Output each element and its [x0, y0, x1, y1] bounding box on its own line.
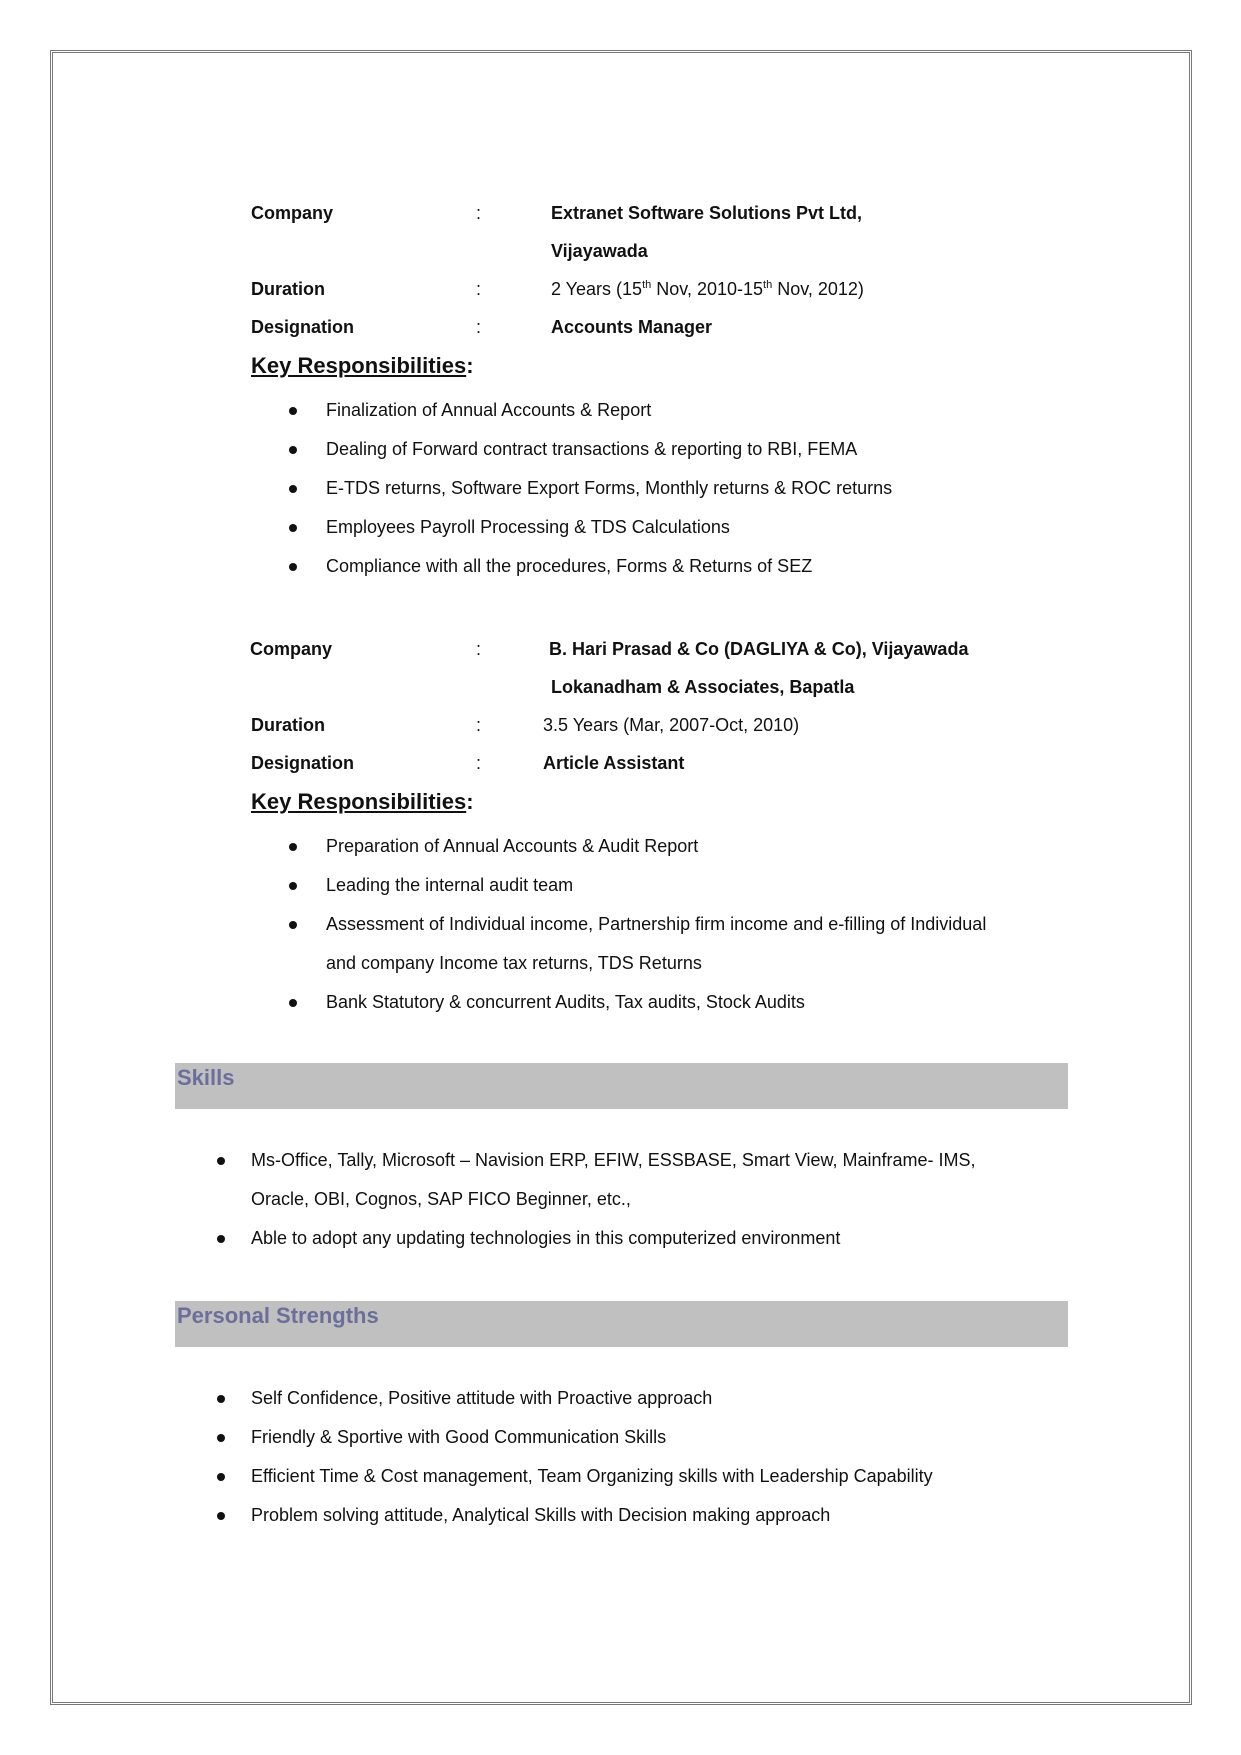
- list-item-text: and company Income tax returns, TDS Returns: [326, 953, 702, 973]
- list-item-text: Ms-Office, Tally, Microsoft – Navision ERP, EFIW, ESSBASE, Smart View, Mainframe- IMS,: [251, 1150, 976, 1170]
- job1-duration-label: Duration: [251, 279, 325, 299]
- job1-designation-label: Designation: [251, 317, 355, 337]
- list-item-text: Leading the internal audit team: [326, 875, 574, 895]
- bullet-icon: [217, 1434, 225, 1442]
- job1-company-name: Extranet Software Solutions Pvt Ltd,: [551, 203, 863, 223]
- list-item-text: Assessment of Individual income, Partnership firm income and e-filling of Individual: [326, 914, 987, 934]
- job1-duration: [551, 278, 864, 300]
- strengths-list: [251, 1379, 1071, 1535]
- list-item-text: Problem solving attitude, Analytical Skills with Decision making approach: [251, 1505, 831, 1525]
- bullet-icon: [289, 843, 297, 851]
- list-item-text: Employees Payroll Processing & TDS Calculations: [326, 517, 730, 537]
- job1-kr-colon: :: [466, 353, 474, 378]
- list-item: [326, 469, 1086, 508]
- list-item: [326, 508, 1086, 547]
- list-item: [326, 430, 1086, 469]
- job2-designation: Article Assistant: [543, 753, 685, 773]
- bullet-icon: [217, 1473, 225, 1481]
- bullet-icon: [289, 446, 297, 454]
- job1-kr-title: Key Responsibilities: [251, 353, 467, 378]
- bullet-icon: [217, 1235, 225, 1243]
- list-item: [326, 391, 1086, 430]
- job1-duration-part: Nov, 2010-15: [651, 279, 764, 299]
- list-item: [251, 1418, 1071, 1457]
- list-item: [251, 1141, 1071, 1180]
- job2-company-associate: Lokanadham & Associates, Bapatla: [551, 677, 855, 697]
- job1-responsibilities-list: [326, 391, 1086, 586]
- list-item-text: Compliance with all the procedures, Forms & Returns of SEZ: [326, 556, 813, 576]
- list-item: [326, 827, 1126, 866]
- bullet-icon: [289, 563, 297, 571]
- list-item-continuation: [326, 944, 1126, 983]
- list-item-text: Able to adopt any updating technologies in this computerized environment: [251, 1228, 841, 1248]
- skills-list: [251, 1141, 1071, 1258]
- list-item: [251, 1379, 1071, 1418]
- skills-heading: Skills: [177, 1065, 235, 1090]
- job1-company-city: Vijayawada: [551, 241, 648, 261]
- job2-designation-label: Designation: [251, 753, 355, 773]
- job2-designation-colon: :: [476, 753, 482, 773]
- bullet-icon: [289, 882, 297, 890]
- list-item-text: Dealing of Forward contract transactions & reporting to RBI, FEMA: [326, 439, 858, 459]
- skills-section-header: [175, 1063, 1068, 1109]
- list-item-text: Friendly & Sportive with Good Communication Skills: [251, 1427, 667, 1447]
- job2-company-label: Company: [250, 639, 333, 659]
- job1-designation: Accounts Manager: [551, 317, 713, 337]
- job2-company-name: B. Hari Prasad & Co (DAGLIYA & Co), Vijayawada: [549, 639, 969, 659]
- job2-key-responsibilities-heading: [251, 789, 474, 815]
- bullet-icon: [217, 1512, 225, 1520]
- list-item: [251, 1457, 1071, 1496]
- bullet-icon: [289, 999, 297, 1007]
- bullet-icon: [217, 1157, 225, 1165]
- bullet-icon: [289, 485, 297, 493]
- list-item-text: Self Confidence, Positive attitude with Proactive approach: [251, 1388, 713, 1408]
- job1-duration-part: 2 Years (15: [551, 279, 643, 299]
- list-item: [326, 866, 1126, 905]
- job1-duration-part: Nov, 2012): [772, 279, 864, 299]
- list-item-text: Finalization of Annual Accounts & Report: [326, 400, 652, 420]
- bullet-icon: [217, 1395, 225, 1403]
- list-item-text: E-TDS returns, Software Export Forms, Monthly returns & ROC returns: [326, 478, 893, 498]
- bullet-icon: [289, 921, 297, 929]
- list-item: [326, 547, 1086, 586]
- bullet-icon: [289, 407, 297, 415]
- job1-company-label: Company: [251, 203, 334, 223]
- list-item-text: Bank Statutory & concurrent Audits, Tax audits, Stock Audits: [326, 992, 805, 1012]
- job1-company-colon: :: [476, 203, 482, 223]
- job1-designation-colon: :: [476, 317, 482, 337]
- list-item-text: Preparation of Annual Accounts & Audit Report: [326, 836, 699, 856]
- job1-duration-sup: th: [642, 279, 652, 291]
- list-item-text: Efficient Time & Cost management, Team Organizing skills with Leadership Capability: [251, 1466, 933, 1486]
- list-item-continuation: [251, 1180, 1071, 1219]
- strengths-heading: Personal Strengths: [177, 1303, 379, 1328]
- job1-duration-sup: th: [763, 279, 773, 291]
- job2-responsibilities-list: [326, 827, 1126, 1022]
- job2-kr-title: Key Responsibilities: [251, 789, 467, 814]
- job2-company-colon: :: [476, 639, 482, 659]
- list-item: [251, 1219, 1071, 1258]
- job2-duration: 3.5 Years (Mar, 2007-Oct, 2010): [543, 715, 800, 735]
- bullet-icon: [289, 524, 297, 532]
- job2-duration-label: Duration: [251, 715, 325, 735]
- job1-key-responsibilities-heading: [251, 353, 474, 379]
- job2-kr-colon: :: [466, 789, 474, 814]
- list-item-text: Oracle, OBI, Cognos, SAP FICO Beginner, etc.,: [251, 1189, 631, 1209]
- job2-duration-colon: :: [476, 715, 482, 735]
- list-item: [326, 905, 1126, 944]
- strengths-section-header: [175, 1301, 1068, 1347]
- list-item: [326, 983, 1126, 1022]
- job1-duration-colon: :: [476, 279, 482, 299]
- list-item: [251, 1496, 1071, 1535]
